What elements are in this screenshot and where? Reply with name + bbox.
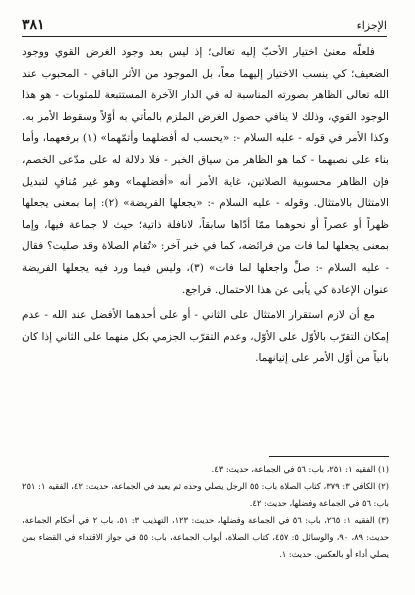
footnote: (٣) الفقيه ١: ٢٦٥، باب: ٥٦ في الجماعة وفضلها، حديث: ١٢٣، التهذيب ٣: ٥١، باب ٢ في أحكام الجماعة، حديث: ٨٩، ٩٠، والوسائل ٥: ٤٥٧، كتاب الصلاة، أبواب الجماعة، باب: ٥٥ في جواز الاقتداء في القضاء بمن يصلي أداء أو بالعكس. حديث: ١. [22,515,389,559]
page-number: ٣٨١ [22,17,45,33]
footnote: (٢) الكافي ٣: ٣٧٩، كتاب الصلاة باب: ٥٥ الرجل يصلي وحده ثم يعيد في الجماعة، حديث: ٤٢، الفقيه ١: ٢٥١ باب: ٥٦ في الجماعة وفضلها، حديث: ٤٢. [22,481,390,508]
section-title: الإجزاء [356,19,387,32]
footnote-divider [269,456,389,457]
paragraph: مع أن لازم استقرار الامتثال على الثاني - أو على أحدهما الأفضل عند الله - عدم إمكان التقرّب بالأوّل على الأوّل، وعدم التقرّب الجزمي بكل منهما على الثاني إذا كان بانياً من أوّل الأمر على إتيانهما. [22,309,389,365]
footnotes [22,461,389,563]
page-header [22,10,387,37]
main-text [22,42,389,370]
paragraph: فلعلّه معنىٰ اختيار الأحبّ إليه تعالى؛ إذ ليس بعد وجود الغرض القوي ووجود الضعيف؛ كي ينسب الاختيار إليهما معاً، بل الموجود من الأثر الباقي - المحبوب عند الله تعالى الظاهر بصورته المناسبة له في الدار الآخرة المستتبعة للمثوبات - هو هذا الوجود القوي، وذلك لا ينافي حصول الغرض الملزم بالمأتي به أوّلاً وسقوط الأمر به. وكذا الأمر في قوله - عليه السلام -: «يحسب له أفضلهما وأتمّهما» (١) برفعهما، وأما بناء على نصبهما - كما هو الظاهر من سياق الخبر - فلا دلالة له على مدّعى الخصم، فإن الظاهر محسوبية الصلاتين، غاية الأمر أنه «أفضلهما» وهو غير مُنافٍ لتبديل الامتثال بالامتثال. وقوله - عليه السلام -: «يجعلها الفريضة» (٢): إما بمعنى يجعلها ظهراً أو عصراً أو نحوهما ممّا أدّاها سابقاً، لانافلة ذاتية؛ حيث لا جماعة فيها، وإما بمعنى يجعلها لما فات من فرائضه، كما في خبر آخر: «تُقام الصلاة وقد صليت؟ فقال - عليه السلام -: صلِّ واجعلها لما فات» (٣)، وليس فيما ورد فيه يجعلها الفريضة عنوان الإعادة كي يأبى عن هذا الاحتمال. فراجع. [22,46,389,296]
footnote: (١) الفقيه ١: ٢٥١، باب: ٥٦ في الجماعة، حديث: ٤٣. [211,464,389,474]
